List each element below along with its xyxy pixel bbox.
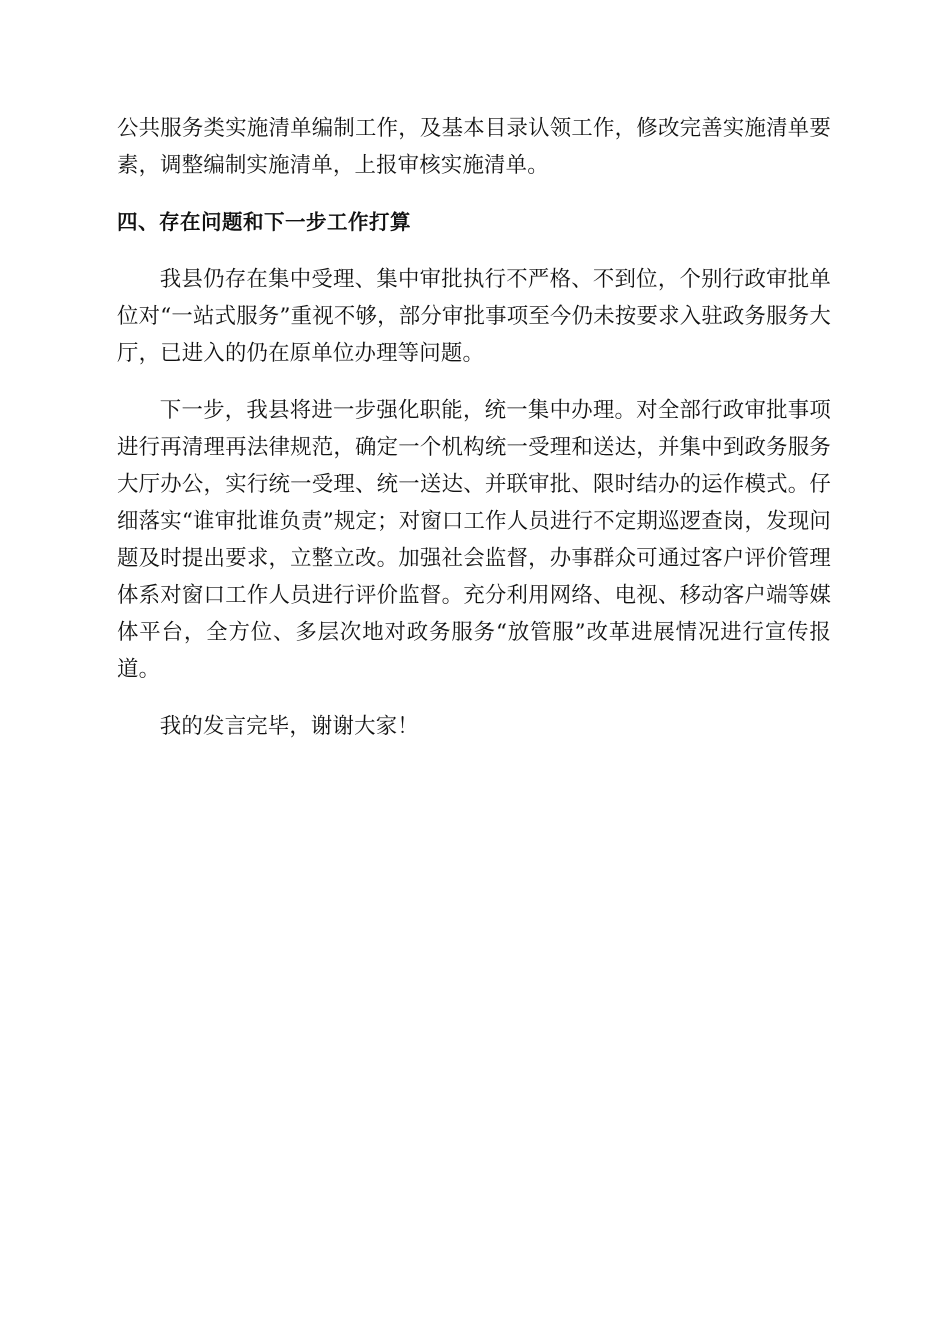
section-heading: 四、存在问题和下一步工作打算: [117, 210, 411, 234]
paragraph-closing: 我的发言完毕，谢谢大家！: [159, 714, 419, 739]
paragraph-problems: 我县仍存在集中受理、集中审批执行不严格、不到位，个别行政审批单位对“一站式服务”重视不够，部分审批事项至今仍未按要求入驻政务服务大厅，已进入的仍在原单位办理等问题。: [117, 267, 831, 366]
paragraph-continuation: 公共服务类实施清单编制工作，及基本目录认领工作，修改完善实施清单要素，调整编制实施清单，上报审核实施清单。: [117, 116, 831, 178]
document-page: [117, 110, 831, 765]
paragraph-next-steps: 下一步，我县将进一步强化职能，统一集中办理。对全部行政审批事项进行再清理再法律规范，确定一个机构统一受理和送达，并集中到政务服务大厅办公，实行统一受理、统一送达、并联审批、限时结办的运作模式。仔细落实“谁审批谁负责”规定；对窗口工作人员进行不定期巡逻查岗，发现问题及时提出要求，立整立改。加强社会监督，办事群众可通过客户评价管理体系对窗口工作人员进行评价监督。充分利用网络、电视、移动客户端等媒体平台，全方位、多层次地对政务服务“放管服”改革进展情况进行宣传报道。: [117, 398, 831, 682]
